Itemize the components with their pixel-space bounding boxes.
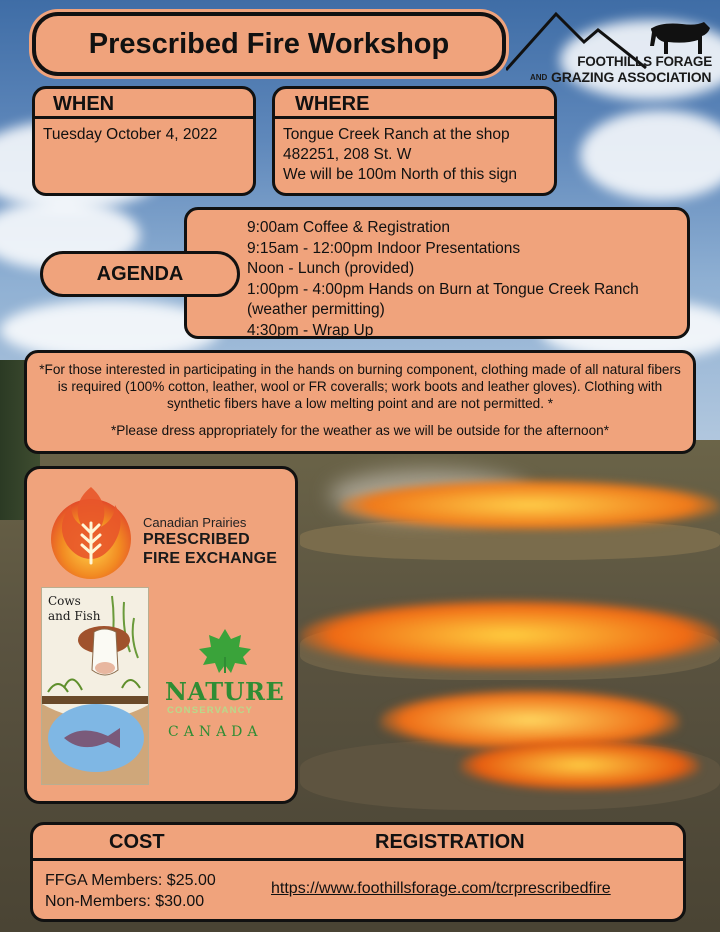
partner-logos-panel bbox=[24, 466, 298, 804]
location-line: We will be 100m North of this sign bbox=[283, 166, 518, 183]
prescribed-fire-exchange-icon bbox=[47, 483, 135, 581]
when-heading: WHEN bbox=[35, 89, 253, 119]
cpfe-name-line1: Canadian Prairies bbox=[143, 515, 247, 530]
page-title: Prescribed Fire Workshop bbox=[32, 12, 506, 76]
weather-note: *Please dress appropriately for the weather as we will be outside for the afternoon* bbox=[111, 423, 609, 438]
agenda-heading: AGENDA bbox=[40, 251, 240, 297]
cows-and-fish-logo bbox=[41, 587, 149, 785]
flame bbox=[460, 740, 700, 790]
location-text bbox=[275, 119, 554, 191]
ffga-name-line2: GRAZING ASSOCIATION bbox=[551, 69, 712, 85]
ffga-name-and: AND bbox=[530, 73, 548, 82]
agenda-item: 9:00am Coffee & Registration bbox=[247, 219, 451, 236]
ffga-name-line1: FOOTHILLS FORAGE bbox=[577, 54, 712, 69]
agenda-item: Noon - Lunch (provided) bbox=[247, 260, 415, 277]
agenda-item: 1:00pm - 4:00pm Hands on Burn at Tongue Creek Ranch bbox=[247, 280, 639, 298]
cpfe-name-line3: FIRE EXCHANGE bbox=[143, 550, 278, 567]
cpfe-name-line2: PRESCRIBED bbox=[143, 531, 250, 548]
agenda-list bbox=[247, 218, 687, 341]
where-heading: WHERE bbox=[275, 89, 554, 119]
flame bbox=[340, 480, 720, 530]
ncc-name-line1: NATURE bbox=[165, 677, 285, 706]
ffga-logo bbox=[506, 8, 718, 88]
non-member-price: Non-Members: $30.00 bbox=[45, 893, 205, 910]
clothing-notice bbox=[24, 350, 696, 454]
clothing-requirement: *For those interested in participating in the hands on burning component, clothing made of all natural fibers is required (100% cotton, leather, wool or FR coveralls; work boots and leather gloves). Clothing with synthetic fibers have a low melting point and are not permitted. * bbox=[39, 362, 681, 411]
agenda-item: (weather permitting) bbox=[247, 301, 385, 318]
agenda-item: 4:30pm - Wrap Up bbox=[247, 321, 374, 339]
ncc-name-line3: CANADA bbox=[168, 724, 263, 740]
flame bbox=[380, 690, 680, 750]
maple-leaf-icon bbox=[193, 627, 257, 675]
event-date: Tuesday October 4, 2022 bbox=[43, 126, 218, 143]
registration-link[interactable]: https://www.foothillsforage.com/tcrprescribedfire bbox=[271, 880, 611, 897]
cows-line: Cows bbox=[48, 594, 81, 608]
flame bbox=[300, 600, 720, 670]
cows-line: and Fish bbox=[48, 609, 101, 623]
agenda-panel bbox=[184, 207, 690, 339]
agenda-item: 9:15am - 12:00pm Indoor Presentations bbox=[247, 239, 521, 257]
location-line: Tongue Creek Ranch at the shop bbox=[283, 126, 510, 143]
ncc-name-line2: CONSERVANCY bbox=[167, 705, 254, 716]
cost-registration-header bbox=[33, 825, 683, 861]
registration-heading: REGISTRATION bbox=[375, 831, 525, 853]
cost-registration-panel bbox=[30, 822, 686, 922]
cost-heading: COST bbox=[109, 831, 165, 853]
member-price: FFGA Members: $25.00 bbox=[45, 872, 216, 889]
cost-list bbox=[45, 870, 216, 912]
where-panel bbox=[272, 86, 557, 196]
location-line: 482251, 208 St. W bbox=[283, 146, 412, 163]
when-panel bbox=[32, 86, 256, 196]
cow-and-fish-icon bbox=[42, 588, 149, 785]
